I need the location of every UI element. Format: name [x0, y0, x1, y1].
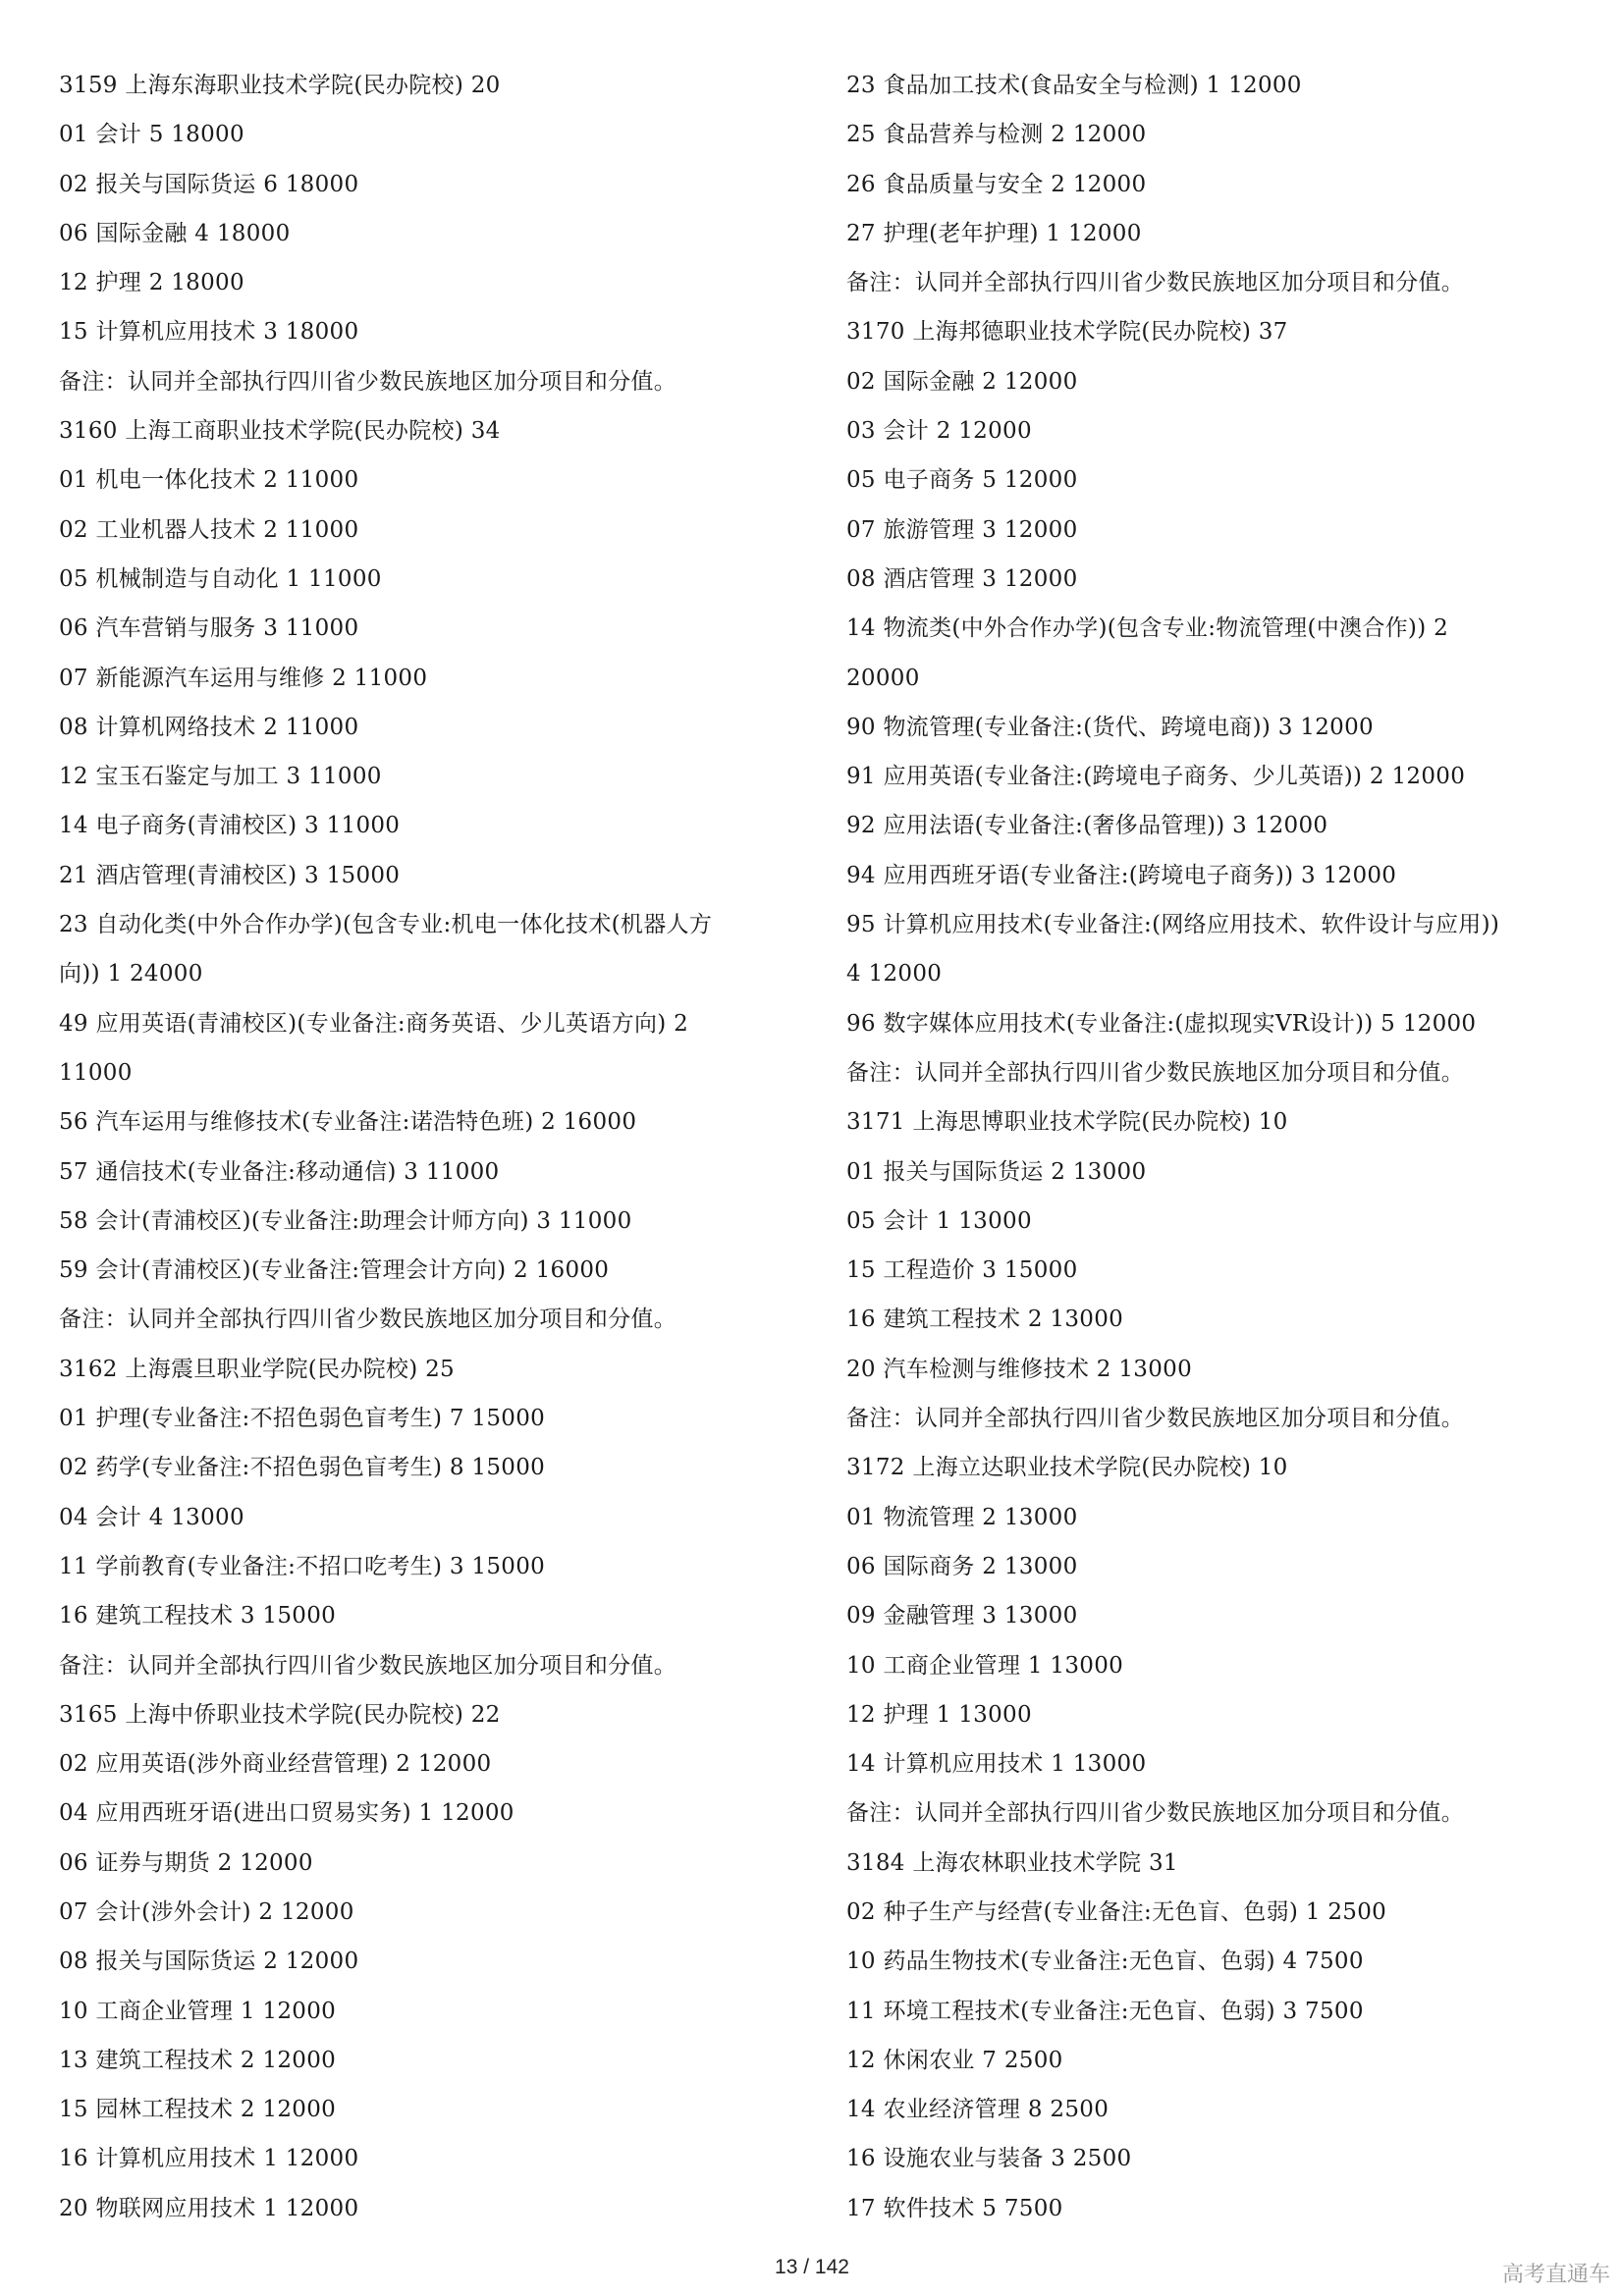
text-line: 01 护理(专业备注:不招色弱色盲考生) 7 15000 [59, 1406, 546, 1432]
text-line: 12 护理 2 18000 [59, 270, 244, 296]
text-line: 备注：认同并全部执行四川省少数民族地区加分项目和分值。 [59, 368, 677, 395]
page-number: 13 / 142 [775, 2256, 849, 2278]
text-line: 91 应用英语(专业备注:(跨境电子商务、少儿英语)) 2 12000 [846, 764, 1466, 790]
right-column [846, 61, 1573, 2233]
text-line: 95 计算机应用技术(专业备注:(网络应用技术、软件设计与应用)) [846, 912, 1500, 938]
text-line: 11 环境工程技术(专业备注:无色盲、色弱) 3 7500 [846, 1998, 1364, 2024]
text-line: 23 自动化类(中外合作办学)(包含专业:机电一体化技术(机器人方 [59, 912, 713, 938]
text-line: 12 护理 1 13000 [846, 1701, 1032, 1728]
text-line: 05 会计 1 13000 [846, 1207, 1032, 1234]
text-line: 15 工程造价 3 15000 [846, 1257, 1078, 1284]
text-line: 20 物联网应用技术 1 12000 [59, 2195, 359, 2221]
text-line: 21 酒店管理(青浦校区) 3 15000 [59, 862, 401, 888]
text-line: 02 报关与国际货运 6 18000 [59, 171, 359, 197]
text-line: 06 证券与期货 2 12000 [59, 1849, 313, 1876]
text-line: 56 汽车运用与维修技术(专业备注:诺浩特色班) 2 16000 [59, 1109, 637, 1136]
text-line: 01 会计 5 18000 [59, 122, 244, 148]
text-line: 02 国际金融 2 12000 [846, 368, 1078, 395]
text-line: 03 会计 2 12000 [846, 418, 1032, 445]
text-line: 07 旅游管理 3 12000 [846, 516, 1078, 543]
text-line: 3171 上海思博职业技术学院(民办院校) 10 [846, 1109, 1288, 1136]
text-line: 3165 上海中侨职业技术学院(民办院校) 22 [59, 1701, 501, 1728]
text-line: 16 建筑工程技术 2 13000 [846, 1307, 1124, 1333]
text-line: 20000 [846, 665, 920, 691]
text-line: 12 休闲农业 7 2500 [846, 2047, 1063, 2073]
text-line: 备注：认同并全部执行四川省少数民族地区加分项目和分值。 [846, 1059, 1465, 1086]
text-line: 05 机械制造与自动化 1 11000 [59, 565, 382, 592]
text-line: 23 食品加工技术(食品安全与检测) 1 12000 [846, 73, 1302, 98]
text-line: 49 应用英语(青浦校区)(专业备注:商务英语、少儿英语方向) 2 [59, 1010, 689, 1037]
text-line: 10 工商企业管理 1 12000 [59, 1998, 337, 2024]
text-line: 10 药品生物技术(专业备注:无色盲、色弱) 4 7500 [846, 1949, 1364, 1975]
text-line: 3159 上海东海职业技术学院(民办院校) 20 [59, 73, 501, 98]
text-line: 11 学前教育(专业备注:不招口吃考生) 3 15000 [59, 1553, 546, 1579]
text-line: 06 国际商务 2 13000 [846, 1553, 1078, 1579]
watermark-text: 高考直通车 [1501, 2263, 1610, 2287]
text-line: 27 护理(老年护理) 1 12000 [846, 220, 1142, 246]
text-line: 08 报关与国际货运 2 12000 [59, 1949, 359, 1975]
text-line: 14 农业经济管理 8 2500 [846, 2097, 1110, 2123]
text-line: 3160 上海工商职业技术学院(民办院校) 34 [59, 418, 501, 445]
text-line: 14 计算机应用技术 1 13000 [846, 1751, 1147, 1778]
text-line: 15 计算机应用技术 3 18000 [59, 319, 359, 346]
text-line: 26 食品质量与安全 2 12000 [846, 171, 1147, 197]
text-line: 4 12000 [846, 961, 943, 988]
text-line: 12 宝玉石鉴定与加工 3 11000 [59, 764, 382, 790]
text-line: 14 电子商务(青浦校区) 3 11000 [59, 813, 401, 839]
text-line: 01 报关与国际货运 2 13000 [846, 1158, 1147, 1185]
text-line: 3184 上海农林职业技术学院 31 [846, 1849, 1178, 1876]
text-line: 14 物流类(中外合作办学)(包含专业:物流管理(中澳合作)) 2 [846, 615, 1449, 642]
text-line: 备注：认同并全部执行四川省少数民族地区加分项目和分值。 [59, 1652, 677, 1679]
text-line: 07 新能源汽车运用与维修 2 11000 [59, 665, 428, 691]
text-line: 92 应用法语(专业备注:(奢侈品管理)) 3 12000 [846, 813, 1328, 839]
text-line: 57 通信技术(专业备注:移动通信) 3 11000 [59, 1158, 500, 1185]
text-line: 向)) 1 24000 [59, 961, 203, 988]
text-line: 17 软件技术 5 7500 [846, 2195, 1063, 2221]
text-line: 16 计算机应用技术 1 12000 [59, 2146, 359, 2172]
text-line: 3170 上海邦德职业技术学院(民办院校) 37 [846, 319, 1288, 346]
text-line: 06 汽车营销与服务 3 11000 [59, 615, 359, 642]
text-line: 58 会计(青浦校区)(专业备注:助理会计师方向) 3 11000 [59, 1207, 632, 1234]
text-line: 08 计算机网络技术 2 11000 [59, 714, 359, 740]
text-line: 备注：认同并全部执行四川省少数民族地区加分项目和分值。 [846, 1406, 1465, 1432]
text-line: 07 会计(涉外会计) 2 12000 [59, 1898, 354, 1925]
text-line: 15 园林工程技术 2 12000 [59, 2097, 337, 2123]
text-line: 备注：认同并全部执行四川省少数民族地区加分项目和分值。 [846, 1800, 1465, 1827]
text-line: 96 数字媒体应用技术(专业备注:(虚拟现实VR设计)) 5 12000 [846, 1010, 1477, 1037]
text-line: 20 汽车检测与维修技术 2 13000 [846, 1356, 1192, 1382]
text-line: 06 国际金融 4 18000 [59, 220, 291, 246]
text-line: 10 工商企业管理 1 13000 [846, 1652, 1124, 1679]
text-line: 09 金融管理 3 13000 [846, 1603, 1078, 1629]
text-line: 3172 上海立达职业技术学院(民办院校) 10 [846, 1455, 1288, 1481]
text-line: 备注：认同并全部执行四川省少数民族地区加分项目和分值。 [59, 1307, 677, 1333]
text-line: 02 工业机器人技术 2 11000 [59, 516, 359, 543]
text-line: 90 物流管理(专业备注:(货代、跨境电商)) 3 12000 [846, 714, 1374, 740]
left-column [59, 61, 785, 2233]
text-line: 59 会计(青浦校区)(专业备注:管理会计方向) 2 16000 [59, 1257, 610, 1284]
text-line: 01 机电一体化技术 2 11000 [59, 467, 359, 494]
text-line: 05 电子商务 5 12000 [846, 467, 1078, 494]
text-line: 08 酒店管理 3 12000 [846, 565, 1078, 592]
text-line: 16 建筑工程技术 3 15000 [59, 1603, 337, 1629]
text-line: 01 物流管理 2 13000 [846, 1504, 1078, 1530]
text-line: 25 食品营养与检测 2 12000 [846, 122, 1147, 148]
text-line: 04 应用西班牙语(进出口贸易实务) 1 12000 [59, 1800, 514, 1827]
text-line: 11000 [59, 1059, 133, 1086]
text-line: 13 建筑工程技术 2 12000 [59, 2047, 337, 2073]
text-line: 02 药学(专业备注:不招色弱色盲考生) 8 15000 [59, 1455, 546, 1481]
text-line: 94 应用西班牙语(专业备注:(跨境电子商务)) 3 12000 [846, 862, 1397, 888]
text-line: 02 应用英语(涉外商业经营管理) 2 12000 [59, 1751, 492, 1778]
text-line: 02 种子生产与经营(专业备注:无色盲、色弱) 1 2500 [846, 1898, 1387, 1925]
text-line: 16 设施农业与装备 3 2500 [846, 2146, 1132, 2172]
text-line: 3162 上海震旦职业学院(民办院校) 25 [59, 1356, 455, 1382]
text-line: 备注：认同并全部执行四川省少数民族地区加分项目和分值。 [846, 270, 1465, 296]
text-line: 04 会计 4 13000 [59, 1504, 244, 1530]
